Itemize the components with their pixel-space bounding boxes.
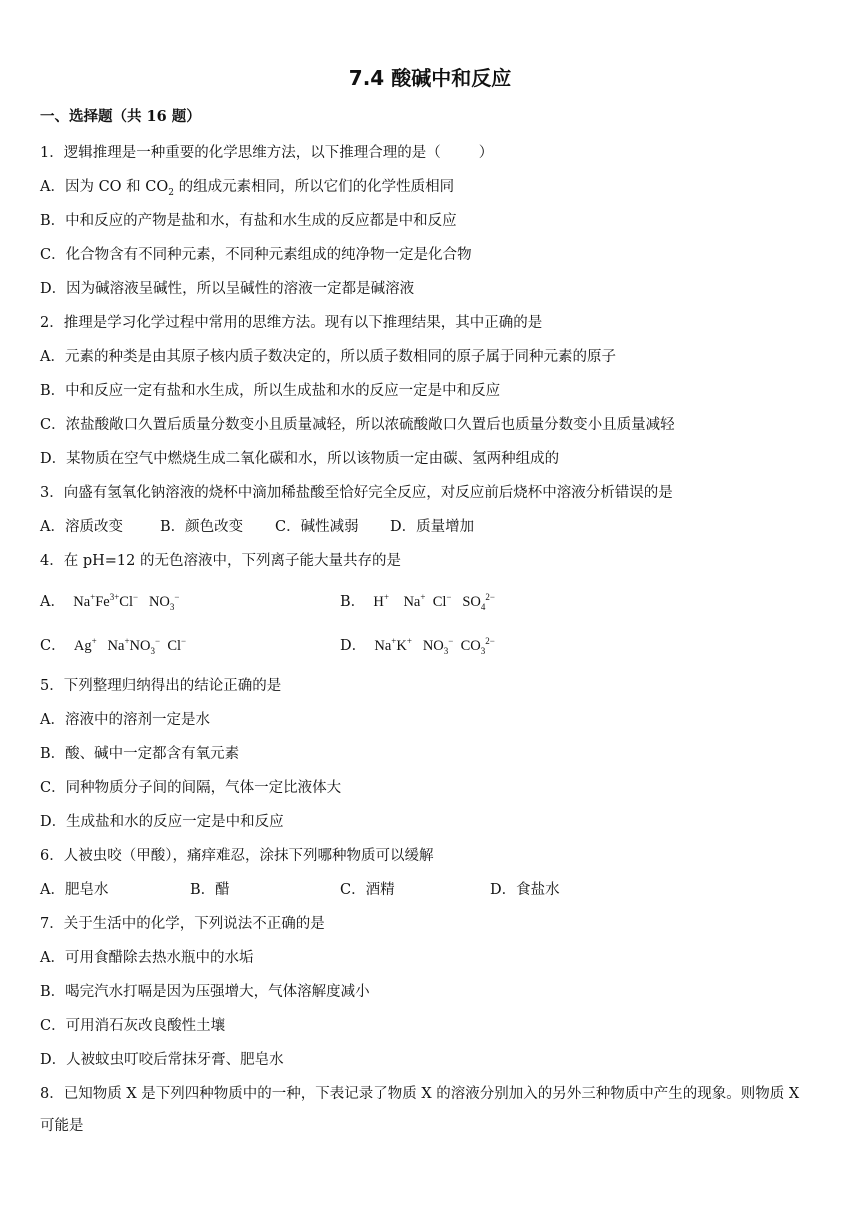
question-8-stem-line-2: 可能是 bbox=[40, 1118, 84, 1134]
question-2-option-a: A．元素的种类是由其原子核内质子数决定的，所以质子数相同的原子属于同种元素的原子 bbox=[40, 349, 616, 365]
option-label: C． bbox=[40, 638, 66, 654]
page-title: 7.4 酸碱中和反应 bbox=[348, 66, 512, 90]
question-7-option-c: C．可用消石灰改良酸性土壤 bbox=[40, 1018, 226, 1034]
question-7-option-b: B．喝完汽水打嗝是因为压强增大，气体溶解度减小 bbox=[40, 984, 370, 1000]
question-5-option-b: B．酸、碱中一定都含有氧元素 bbox=[40, 746, 240, 762]
question-4-option-b bbox=[340, 590, 495, 611]
question-3-stem: 3．向盛有氢氧化钠溶液的烧杯中滴加稀盐酸至恰好完全反应，对反应前后烧杯中溶液分析错误的是 bbox=[40, 485, 673, 501]
question-1-stem-close: ） bbox=[478, 145, 494, 161]
option-label: B． bbox=[340, 594, 366, 610]
question-6-stem: 6．人被虫咬（甲酸），痛痒难忍，涂抹下列哪种物质可以缓解 bbox=[40, 848, 434, 864]
question-5-option-d: D．生成盐和水的反应一定是中和反应 bbox=[40, 814, 284, 830]
question-1-option-c: C．化合物含有不同种元素，不同种元素组成的纯净物一定是化合物 bbox=[40, 247, 472, 263]
question-5-option-c: C．同种物质分子间的间隔，气体一定比液体大 bbox=[40, 780, 342, 796]
question-3-option-c: C．碱性减弱 bbox=[275, 519, 359, 535]
subscript: 2 bbox=[168, 187, 174, 198]
question-3-option-b: B．颜色改变 bbox=[160, 519, 244, 535]
question-1-stem bbox=[40, 141, 493, 162]
option-label: A． bbox=[40, 594, 65, 610]
ion-formula: $Na^+Fe^{3+}Cl^-$ $NO_3^-$ bbox=[69, 592, 180, 612]
option-a-text: A．因为 CO 和 CO bbox=[40, 179, 169, 195]
question-4-option-d bbox=[340, 634, 495, 655]
option-a-text-tail: 的组成元素相同，所以它们的化学性质相同 bbox=[174, 179, 455, 195]
question-3-option-d: D．质量增加 bbox=[390, 519, 475, 535]
question-6-option-a: A．肥皂水 bbox=[40, 882, 109, 898]
option-label: D． bbox=[340, 638, 367, 654]
question-2-option-c: C．浓盐酸敞口久置后质量分数变小且质量减轻，所以浓硫酸敞口久置后也质量分数变小且质量减轻 bbox=[40, 417, 675, 433]
section-heading: 一、选择题（共 16 题） bbox=[40, 108, 201, 125]
question-7-option-d: D．人被蚊虫叮咬后常抹牙膏、肥皂水 bbox=[40, 1052, 284, 1068]
question-1-option-b: B．中和反应的产物是盐和水，有盐和水生成的反应都是中和反应 bbox=[40, 213, 457, 229]
question-7-option-a: A．可用食醋除去热水瓶中的水垢 bbox=[40, 950, 254, 966]
ion-formula: Na+K+ $NO_3^-$ $CO_3^{2-}$ bbox=[370, 636, 495, 656]
question-2-option-b: B．中和反应一定有盐和水生成，所以生成盐和水的反应一定是中和反应 bbox=[40, 383, 501, 399]
question-6-option-b: B．醋 bbox=[190, 882, 230, 898]
ion-formula: H+ Na+ Cl− $SO_4^{2-}$ bbox=[369, 592, 495, 612]
ion-formula: Ag+ $Na^+NO_3^-$ Cl− bbox=[70, 636, 187, 656]
question-1-option-d: D．因为碱溶液呈碱性，所以呈碱性的溶液一定都是碱溶液 bbox=[40, 281, 415, 297]
question-6-option-c: C．酒精 bbox=[340, 882, 395, 898]
question-6-option-d: D．食盐水 bbox=[490, 882, 560, 898]
question-8-stem-line-1: 8．已知物质 X 是下列四种物质中的一种，下表记录了物质 X 的溶液分别加入的另外三种物质中产生的现象。则物质 X bbox=[40, 1086, 800, 1102]
question-2-option-d: D．某物质在空气中燃烧生成二氧化碳和水，所以该物质一定由碳、氢两种组成的 bbox=[40, 451, 560, 467]
question-5-stem: 5．下列整理归纳得出的结论正确的是 bbox=[40, 678, 282, 694]
question-1-stem-text: 1．逻辑推理是一种重要的化学思维方法，以下推理合理的是（ bbox=[40, 145, 441, 161]
question-1-option-a bbox=[40, 175, 454, 196]
question-5-option-a: A．溶液中的溶剂一定是水 bbox=[40, 712, 210, 728]
question-3-option-a: A．溶质改变 bbox=[40, 519, 123, 535]
question-7-stem: 7．关于生活中的化学，下列说法不正确的是 bbox=[40, 916, 325, 932]
question-4-option-c bbox=[40, 634, 186, 655]
question-4-option-a bbox=[40, 590, 179, 611]
question-2-stem: 2．推理是学习化学过程中常用的思维方法。现有以下推理结果，其中正确的是 bbox=[40, 315, 543, 331]
question-4-stem: 4．在 pH=12 的无色溶液中，下列离子能大量共存的是 bbox=[40, 553, 401, 569]
